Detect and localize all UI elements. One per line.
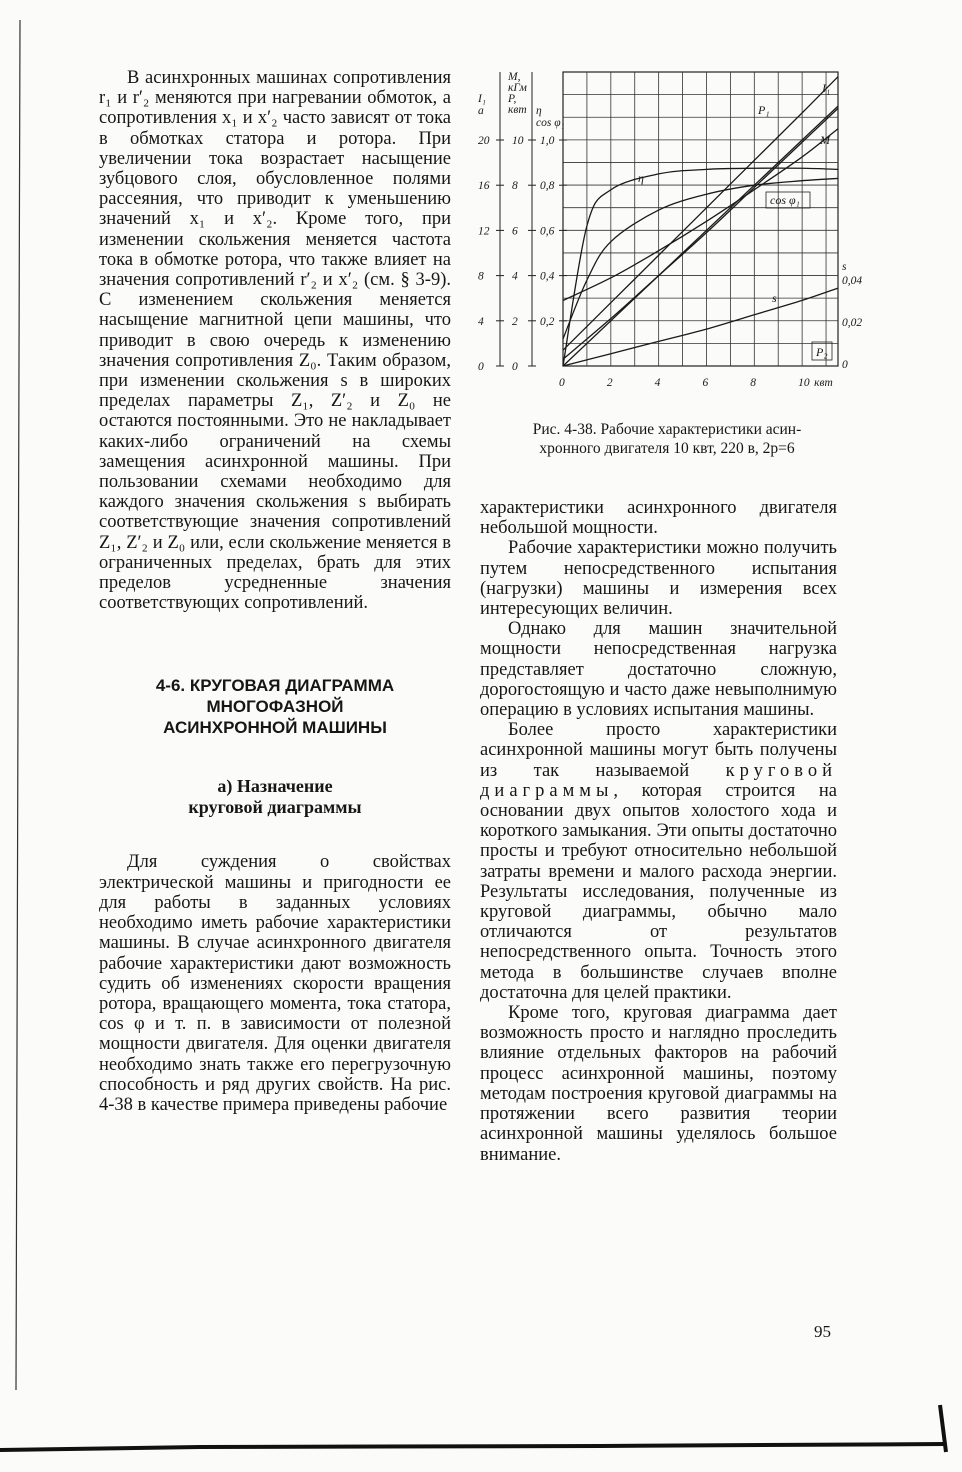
tick-power: 6 (512, 225, 518, 238)
tick-power: 2 (512, 315, 518, 328)
curve-label-M: M (820, 133, 830, 147)
section-heading-line3: АСИНХРОННОЙ МАШИНЫ (163, 718, 387, 738)
right-paragraph-2: Рабочие характеристики можно получить путем непосредственного испытания (нагрузки) машины и измерения всех интересующих величин. (480, 538, 837, 620)
section-heading-line2: МНОГОФАЗНОЙ (206, 697, 344, 717)
tick-current: 20 (478, 135, 490, 147)
right-paragraph-3: Однако для машин значительной мощности непосредственная нагрузка представляет достаточно сложную, дорогостоящую и часто даже невыполнимую операцию в условиях испытания машины. (480, 619, 837, 721)
figure-caption-line2: хронного двигателя 10 квт, 220 в, 2p=6 (539, 440, 795, 457)
left-scan-line (16, 20, 20, 1390)
curve-label-P1: P₁ (758, 103, 770, 117)
tick-power: 0 (512, 361, 518, 373)
page-number: 95 (814, 1322, 831, 1341)
right-paragraph-4-spaced: круговой диаграммы (480, 760, 837, 801)
curve-input-power (563, 77, 838, 350)
tick-eff: 1,0 (540, 135, 555, 147)
axis-header-power: квт (508, 104, 527, 116)
tick-current: 16 (478, 180, 490, 193)
axis-header-eff: η (536, 105, 542, 117)
tick-eff: 0,4 (540, 270, 555, 283)
tick-power: 10 (512, 135, 524, 147)
right-paragraph-4-end: , которая строится на основании двух опытов холостого хода и короткого замыкания. Эти опыты достаточно просты и требуют относительно небольшой затраты времени и малого расхода энергии. Результаты исследования, полученные из круговой диаграммы, обычно мало отличаются от результатов непосредственного опыта. Точность этого метода в большинстве случаев вполне достаточна для целей практики. (480, 780, 837, 1003)
curve-label-P2: P₂ (816, 345, 828, 359)
right-corner-mark (940, 1405, 946, 1452)
curve-label-s: s (772, 291, 777, 305)
left-paragraph-1: В асинхронных машинах сопротивления r₁ и r′₂ меняются при нагревании обмоток, а сопротивления x₁ и x′₂ часто зависят от тока в обмотках статора и ротора. При увеличении тока возрастает насыщение зубцового слоя, обусловленное полями рассеяния, что приводит к уменьшению значений x₁ и x′₂. Кроме того, при изменении скольжения меняется частота тока в обмотке ротора, что также влияет на значения сопротивлений r′₂ и x′₂ (см. § 3-9). С изменением скольжения меняется насыщение магнитной цепи машины, что приводит в свою очередь к изменению значения сопротивления Z₀. Таким образом, при изменении скольжения s в широких пределах параметры Z₁, Z′₂ и Z₀ не остаются постоянными. Это не накладывает каких-либо ограничений на схемы замещения асинхронной машины. При пользовании схемами необходимо для каждого значения скольжения s выбирать соответствующие значения сопротивлений Z₁, Z′₂ и Z₀ или, если скольжение меняется в ограниченных пределах, брать для этих пределов усредненные значения соответствующих сопротивлений. (99, 68, 451, 614)
axis-header-slip: s (842, 261, 847, 273)
curve-label-cos: cos φ₁ (770, 193, 800, 207)
axis-header-current: а (478, 105, 484, 117)
right-paragraph-4-start: Более просто характеристики асинхронной машины могут быть получены из так называемой (480, 720, 837, 781)
axis-header-eff: cos φ₁ (536, 117, 565, 129)
section-heading-line1: 4-6. КРУГОВАЯ ДИАГРАММА (155, 676, 395, 696)
tick-power: 8 (512, 180, 518, 193)
axis-header-power: кГм (508, 82, 527, 94)
tick-eff: 0,8 (540, 180, 555, 193)
bottom-scan-line (0, 1444, 945, 1450)
chart-grid (563, 72, 838, 366)
tick-slip: 0,02 (842, 317, 863, 329)
curve-label-I1: I₁ (822, 81, 831, 95)
x-unit: квт (814, 377, 833, 389)
chart-curves (563, 77, 838, 366)
tick-current: 8 (478, 270, 484, 283)
plot-frame (563, 72, 838, 366)
curve-torque (563, 108, 838, 359)
tick-x: 8 (750, 377, 757, 389)
figure-caption-line1: Рис. 4-38. Рабочие характеристики асин- (532, 421, 802, 438)
tick-x: 4 (654, 377, 661, 389)
tick-current: 12 (478, 225, 490, 238)
tick-slip: 0 (842, 359, 848, 371)
curve-label-eta: η (638, 171, 644, 185)
tick-x: 6 (702, 377, 709, 389)
right-paragraph-1: характеристики асинхронного двигателя небольшой мощности. (480, 498, 837, 539)
axis-header-power: M, (508, 71, 521, 83)
subsection-heading-line1: а) Назначение (217, 776, 333, 797)
right-paragraph-4 (480, 720, 837, 1003)
right-column (480, 498, 837, 1165)
tick-slip: 0,04 (842, 275, 863, 287)
curve-output-power (563, 106, 838, 366)
left-paragraph-2: Для суждения о свойствах электрической машины и пригодности ее для работы в заданных условиях необходимо иметь рабочие характеристики машины. В случае асинхронного двигателя рабочие характеристики дают возможность судить об изменениях скорости вращения ротора, вращающего момента, тока статора, cos φ и т. п. в зависимости от полезной мощности двигателя. Для оценки двигателя необходимо знать также его перегрузочную способность и ряд других свойств. На рис. 4-38 в качестве примера приведены рабочие (99, 852, 451, 1115)
tick-power: 4 (512, 270, 518, 283)
right-paragraph-5: Кроме того, круговая диаграмма дает возможность просто и наглядно проследить влияние отдельных факторов на рабочий процесс асинхронной машины, поэтому методам построения круговой диаграммы на протяжении всего развития теории асинхронной машины уделялось большое внимание. (480, 1003, 837, 1165)
axis-header-current: I₁ (478, 93, 486, 105)
tick-current: 0 (478, 361, 484, 373)
figure-caption (492, 420, 842, 458)
left-column (99, 68, 451, 1115)
subsection-heading-line2: круговой диаграммы (188, 797, 362, 818)
performance-chart (470, 62, 863, 412)
tick-eff: 0,6 (540, 225, 555, 238)
axis-header-power: P, (508, 93, 517, 105)
tick-x: 2 (606, 377, 613, 389)
tick-x: 0 (559, 377, 565, 389)
tick-current: 4 (478, 315, 484, 328)
tick-x: 10 (798, 377, 810, 389)
tick-eff: 0,2 (540, 315, 555, 328)
